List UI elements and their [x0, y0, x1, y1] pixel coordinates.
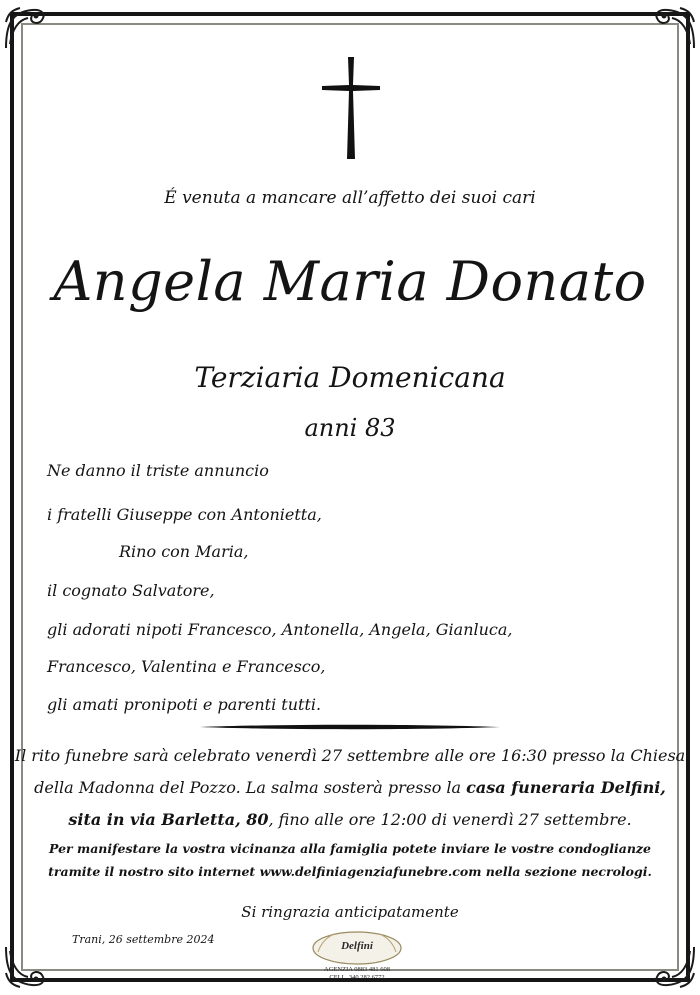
family-line: Francesco, Valentina e Francesco,	[47, 657, 326, 676]
cross-icon	[320, 55, 382, 161]
condolence-notice: Per manifestare la vostra vicinanza alla famiglia potete inviare le vostre condoglianze	[49, 841, 651, 856]
intro-text: É venuta a mancare all’affetto dei suoi cari	[164, 188, 536, 208]
condolence-notice: tramite il nostro sito internet www.delfiniagenziafunebre.com nella sezione necrologi.	[48, 864, 652, 879]
family-line: gli amati pronipoti e parenti tutti.	[47, 695, 322, 714]
corner-ornament-bottom-right	[652, 945, 698, 991]
divider	[200, 718, 500, 730]
corner-ornament-top-left	[2, 4, 48, 50]
rite-text-line: sita in via Barletta, 80, fino alle ore 12:00 di venerdì 27 settembre.	[68, 810, 632, 829]
agency-mobile: CELL. 340 282 6772	[329, 974, 385, 981]
funeral-home-address: sita in via Barletta, 80	[68, 810, 269, 829]
rite-text-line: della Madonna del Pozzo. La salma sosterà presso la casa funeraria Delfini,	[34, 778, 666, 797]
funeral-home-name: casa funeraria Delfini,	[466, 778, 666, 797]
family-line: i fratelli Giuseppe con Antonietta,	[47, 505, 322, 524]
family-line: gli adorati nipoti Francesco, Antonella, Angela, Gianluca,	[47, 620, 513, 639]
family-line: il cognato Salvatore,	[47, 581, 215, 600]
family-line: Ne danno il triste annuncio	[47, 461, 269, 480]
rite-text-line: Il rito funebre sarà celebrato venerdì 27 settembre alle ore 16:30 presso la Chiesa	[14, 746, 686, 765]
deceased-name: Angela Maria Donato	[53, 250, 647, 313]
notice-date: Trani, 26 settembre 2024	[72, 933, 215, 946]
deceased-age: anni 83	[304, 414, 396, 442]
thanks-text: Si ringrazia anticipatamente	[241, 903, 459, 921]
deceased-role: Terziaria Domenicana	[194, 361, 506, 394]
agency-brand: Delfini	[341, 940, 373, 952]
corner-ornament-top-right	[652, 4, 698, 50]
agency-phone: AGENZIA 0883 481 608	[324, 966, 390, 973]
corner-ornament-bottom-left	[2, 945, 48, 991]
agency-logo	[302, 928, 412, 984]
family-line: Rino con Maria,	[119, 542, 249, 561]
